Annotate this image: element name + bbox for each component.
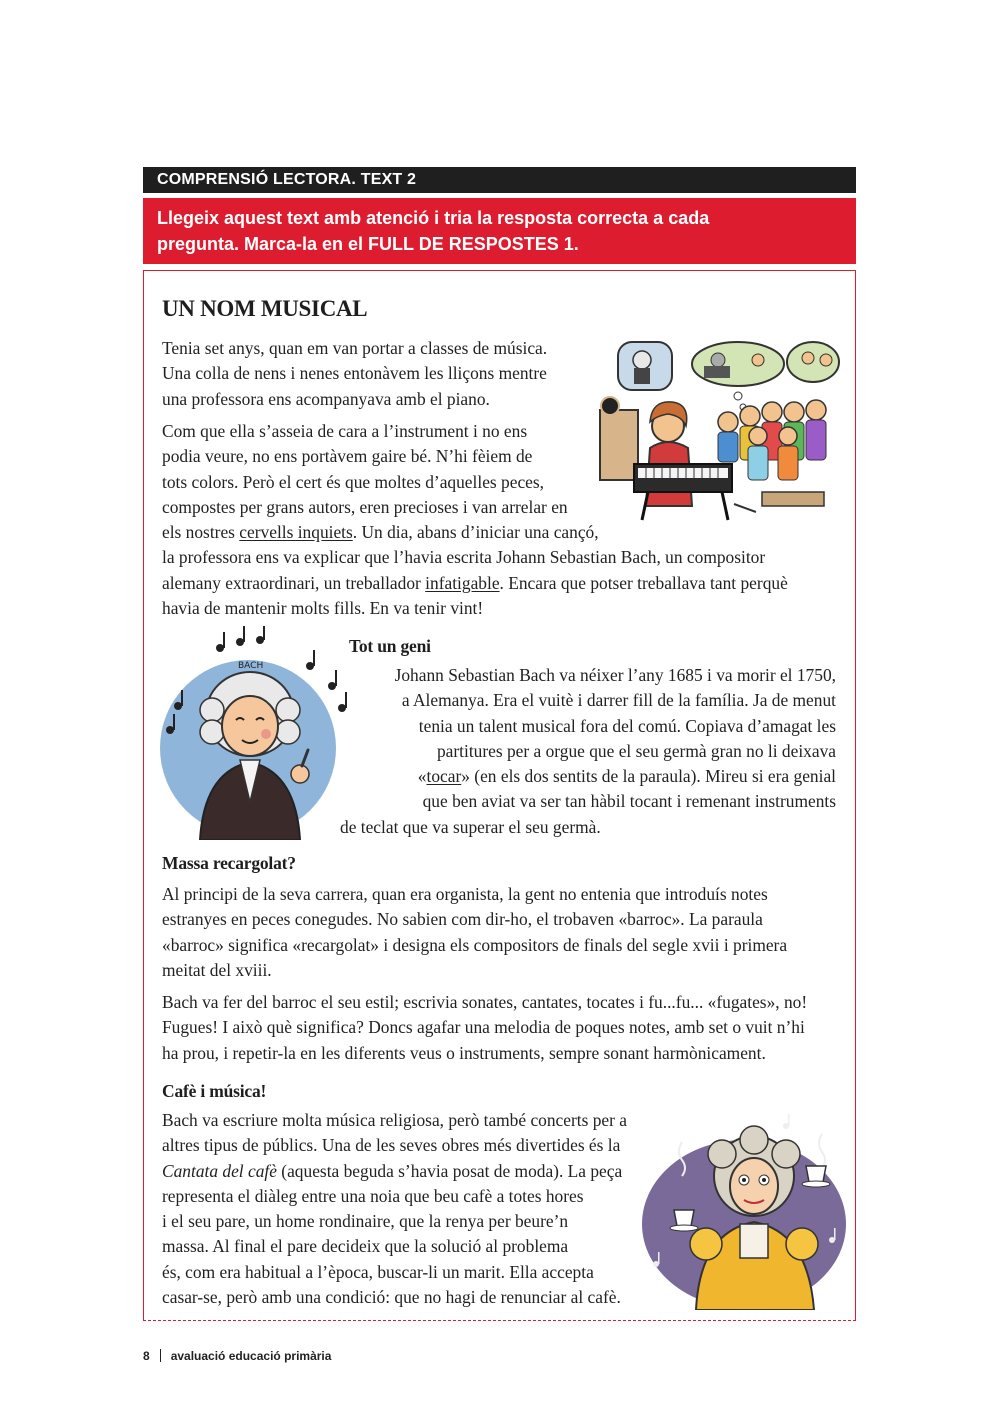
text-line: podia veure, no ens portàvem gaire bé. N’hi fèiem de: [162, 446, 533, 467]
text-span: . Un dia, abans d’iniciar una cançó,: [352, 522, 599, 543]
text-line: és, com era habitual a l’època, buscar-li un marit. Ella accepta: [162, 1261, 594, 1282]
text-line: compostes per grans autors, eren precioses i van arrelar en: [162, 496, 568, 517]
bach-face: [222, 696, 278, 756]
text-line: Bach va fer del barroc el seu estil; escrivia sonates, cantates, tocates i fu...fu... «fugates», no!: [162, 992, 808, 1012]
bach-illustration: [160, 626, 356, 840]
children-choir: [718, 400, 826, 480]
footer-divider: [160, 1349, 161, 1362]
text-line: Tenia set anys, quan em van portar a classes de música.: [162, 338, 548, 358]
text-line: la professora ens va explicar que l’havia escrita Johann Sebastian Bach, un compositor: [162, 547, 766, 568]
instruction-line: pregunta. Marca-la en el FULL DE RESPOSTES 1.: [157, 234, 579, 254]
text-line: massa. Al final el pare decideix que la solució al problema: [162, 1236, 569, 1257]
text-line: de teclat que va superar el seu germà.: [340, 816, 601, 837]
section-heading-coffee: Cafè i música!: [162, 1081, 267, 1101]
instruction-line: Llegeix aquest text amb atenció i tria la resposta correcta a cada: [157, 208, 710, 228]
paragraph-coffee: [162, 1108, 627, 1310]
text-line: a Alemanya. Era el vuitè i darrer fill de la família. Ja de menut: [401, 690, 836, 711]
thought-bubble: [692, 342, 784, 386]
text-line: Bach va escriure molta música religiosa, però també concerts per a: [162, 1110, 628, 1130]
paragraph-baroque: [162, 882, 787, 983]
text-span: els nostres: [162, 522, 240, 543]
text-span: » (en els dos sentits de la paraula). Mireu si era genial: [461, 766, 836, 787]
text-line: [162, 571, 788, 596]
text-line: Una colla de nens i nenes entonàvem les lliçons mentre: [162, 363, 547, 384]
text-line: Johann Sebastian Bach va néixer l’any 1685 i va morir el 1750,: [394, 665, 836, 685]
text-span: . Encara que potser treballava tant perquè: [499, 572, 788, 593]
vocab-cervells-inquiets: cervells inquiets: [239, 522, 353, 543]
vocab-tocar: tocar: [426, 766, 462, 787]
text-line: i el seu pare, un home rondinaire, que la renya per beure’n: [162, 1211, 569, 1232]
article-title: UN NOM MUSICAL: [162, 296, 368, 321]
paragraph-fugues: [162, 990, 807, 1066]
text-line: [162, 1159, 627, 1184]
paragraph-genius: [340, 663, 836, 840]
bach-letters: BACH: [238, 661, 264, 671]
text-span: «: [417, 766, 427, 787]
lady-face: [730, 1158, 778, 1214]
text-line: casar-se, però amb una condició: que no hagi de renunciar al cafè.: [162, 1287, 621, 1308]
page-footer: [143, 1349, 331, 1363]
text-line: havia de mantenir molts fills. En va tenir vint!: [162, 598, 484, 619]
text-line: que ben aviat va ser tan hàbil tocant i remenant instruments: [422, 791, 836, 812]
text-line: tots colors. Però el cert és que moltes d’aquelles peces,: [162, 471, 544, 492]
text-line: altres tipus de públics. Una de les seves obres més divertides és la: [162, 1135, 621, 1156]
text-line: tenia un talent musical fora del comú. Copiava d’amagat les: [418, 715, 836, 736]
text-line: representa el diàleg entre una noia que beu cafè a totes hores: [162, 1185, 584, 1206]
text-line: una professora ens acompanyava amb el piano.: [162, 388, 490, 409]
text-span: alemany extraordinari, un treballador: [162, 572, 426, 593]
instruction-box: [143, 198, 856, 264]
text-line: ha prou, i repetir-la en les diferents veus o instruments, sempre sonant harmònicament.: [162, 1042, 766, 1063]
footer-label: avaluació educació primària: [170, 1349, 332, 1363]
text-line: meitat del xviii.: [162, 959, 272, 980]
section-header: COMPRENSIÓ LECTORA. TEXT 2: [143, 167, 856, 193]
text-line: Com que ella s’asseia de cara a l’instrument i no ens: [162, 421, 528, 441]
text-line: Al principi de la seva carrera, quan era organista, la gent no entenia que introduís notes: [162, 884, 768, 904]
text-span: (aquesta beguda s’havia posat de moda). La peça: [276, 1160, 623, 1181]
text-line: partitures per a orgue que el seu germà gran no li deixava: [436, 740, 836, 761]
work-title-cantata: Cantata del cafè: [162, 1160, 277, 1181]
music-class-illustration: [598, 336, 842, 526]
coffee-lady-illustration: [636, 1114, 850, 1310]
page-number: 8: [143, 1349, 150, 1363]
text-line: Fugues! I això què significa? Doncs agafar una melodia de poques notes, amb set o vuit n’hi: [162, 1017, 805, 1038]
section-heading-baroque: Massa recargolat?: [162, 853, 296, 873]
vocab-infatigable: infatigable: [425, 572, 500, 593]
section-heading-genius: Tot un geni: [349, 636, 431, 656]
text-line: estranyes en peces conegudes. No sabien com dir-ho, el trobaven «barroc». La paraula: [162, 909, 763, 930]
paragraph-intro: [162, 336, 547, 412]
text-line: «barroc» significa «recargolat» i designa els compositors de finals del segle xvii i primera: [162, 934, 788, 955]
text-line: [340, 764, 836, 789]
